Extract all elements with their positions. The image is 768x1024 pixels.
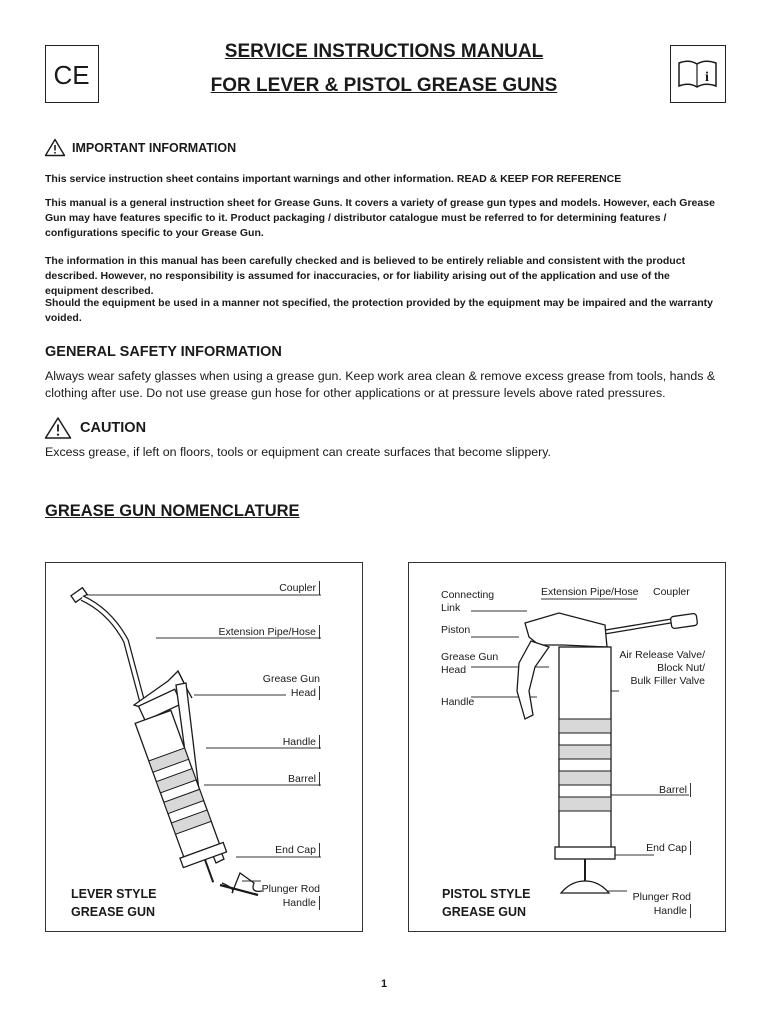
label-piston: Piston (441, 624, 471, 636)
label-grease-gun-head: Grease Gun Head (441, 651, 499, 676)
ce-mark-text: CE (53, 60, 90, 90)
lever-style-caption: LEVER STYLE GREASE GUN (71, 887, 157, 919)
nomenclature-heading: GREASE GUN NOMENCLATURE (45, 502, 300, 520)
important-paragraph-3: The information in this manual has been carefully checked and is believed to be entirely reliable and consistent with the product described. However, no responsibility is assumed for inaccuracies, or for liability arising out of the application and use of the equipment described. (45, 255, 686, 297)
label-handle: Handle (441, 696, 475, 708)
label-handle: Handle (283, 735, 320, 749)
important-paragraph-2: This manual is a general instruction sheet for Grease Guns. It covers a variety of grease gun types and models. However, each Grease Gun may have features specific to it. Product packaging / distributor catalogue must be referred to for determining features / configurations specific to your Grease Gun. (45, 197, 715, 239)
label-barrel: Barrel (288, 772, 320, 786)
important-paragraph-4: Should the equipment be used in a manner not specified, the protection provided by the equipment may be impaired and the warranty voided. (45, 297, 714, 324)
caution-heading (44, 416, 146, 440)
pistol-gun-panel (408, 562, 726, 932)
page-title-line2: FOR LEVER & PISTOL GREASE GUNS (210, 75, 558, 96)
warning-icon (44, 416, 72, 440)
safety-text: Always wear safety glasses when using a grease gun. Keep work area clean & remove excess grease from tools, hands & clothing after use. Do not use grease gun hose for other applications or at pressure levels above rated pressures. (45, 369, 716, 400)
label-coupler: Coupler (653, 586, 690, 598)
important-info-heading-text: IMPORTANT INFORMATION (72, 140, 237, 155)
pistol-style-caption: PISTOL STYLE GREASE GUN (442, 887, 531, 919)
label-plunger-rod-handle: Plunger Rod Handle (632, 891, 691, 917)
svg-text:i: i (705, 70, 709, 85)
page-number: 1 (380, 978, 388, 990)
label-barrel: Barrel (659, 783, 691, 797)
warning-icon (44, 138, 66, 157)
caution-text: Excess grease, if left on floors, tools or equipment can create surfaces that become slippery. (45, 445, 551, 459)
label-air-release-valve: Air Release Valve/ Block Nut/ Bulk Filler Valve (619, 649, 705, 687)
ce-mark-icon (45, 45, 99, 103)
label-coupler: Coupler (279, 581, 320, 595)
label-extension-pipe: Extension Pipe/Hose (219, 625, 320, 639)
label-end-cap: End Cap (275, 843, 320, 857)
lever-gun-panel (45, 562, 363, 932)
manual-info-icon (670, 45, 726, 103)
label-plunger-rod-handle: Plunger Rod Handle (261, 883, 320, 909)
pistol-gun-illustration (409, 563, 725, 931)
important-info-heading (44, 138, 236, 157)
safety-heading: GENERAL SAFETY INFORMATION (45, 344, 282, 360)
label-connecting-link: Connecting Link (441, 589, 495, 614)
label-end-cap: End Cap (646, 841, 691, 855)
caution-heading-text: CAUTION (80, 420, 147, 436)
label-grease-gun-head: Grease Gun Head (262, 673, 320, 699)
page-title-line1: SERVICE INSTRUCTIONS MANUAL (224, 41, 544, 62)
label-extension-pipe: Extension Pipe/Hose (541, 586, 639, 598)
important-paragraph-1: This service instruction sheet contains important warnings and other information. READ & KEEP FOR REFERENCE (45, 173, 622, 185)
